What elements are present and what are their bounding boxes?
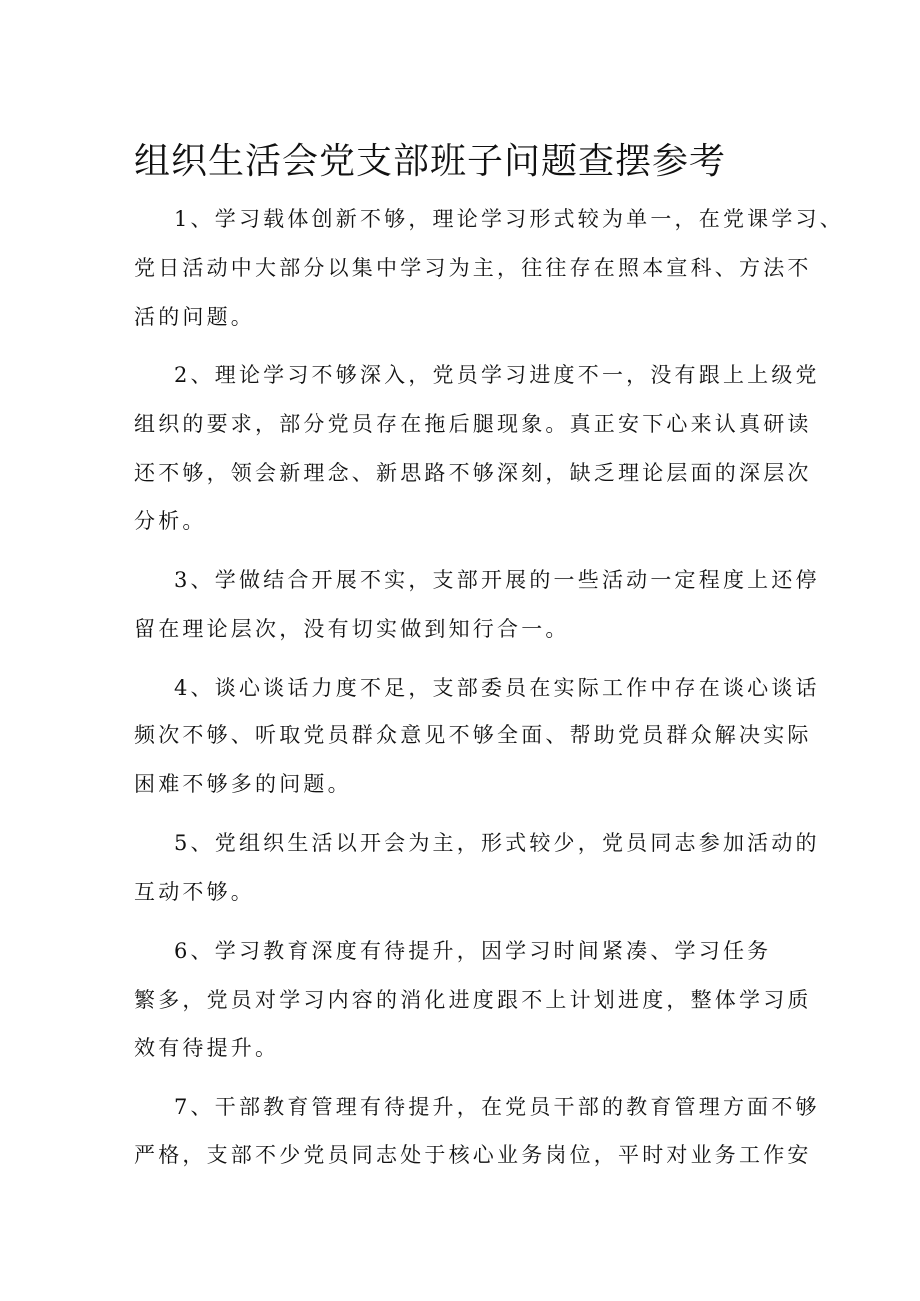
- paragraph-3-line-2: 留在理论层次，没有切实做到知行合一。: [134, 617, 570, 641]
- paragraph-5-line-1: 5、党组织生活以开会为主，形式较少，党员同志参加活动的: [174, 831, 820, 855]
- paragraph-7-line-2: 严格，支部不少党员同志处于核心业务岗位，平时对业务工作安: [134, 1143, 812, 1167]
- paragraph-6-line-2: 繁多，党员对学习内容的消化进度跟不上计划进度，整体学习质: [134, 988, 812, 1012]
- paragraph-4-line-1: 4、谈心谈话力度不足，支部委员在实际工作中存在谈心谈话: [174, 676, 820, 700]
- paragraph-1-line-1: 1、学习载体创新不够，理论学习形式较为单一，在党课学习、: [174, 207, 844, 231]
- paragraph-4-line-2: 频次不够、听取党员群众意见不够全面、帮助党员群众解决实际: [134, 723, 812, 747]
- paragraph-3-line-1: 3、学做结合开展不实，支部开展的一些活动一定程度上还停: [174, 568, 820, 592]
- document-title: 组织生活会党支部班子问题查摆参考: [134, 141, 727, 182]
- paragraph-2-line-3: 还不够，领会新理念、新思路不够深刻，缺乏理论层面的深层次: [134, 461, 812, 485]
- paragraph-6-line-1: 6、学习教育深度有待提升，因学习时间紧凑、学习任务: [174, 939, 772, 963]
- paragraph-5-line-2: 互动不够。: [134, 880, 255, 904]
- paragraph-1-line-2: 党日活动中大部分以集中学习为主，往往存在照本宣科、方法不: [134, 256, 812, 280]
- paragraph-6-line-3: 效有待提升。: [134, 1036, 280, 1060]
- paragraph-2-line-4: 分析。: [134, 509, 207, 533]
- paragraph-2-line-1: 2、理论学习不够深入，党员学习进度不一，没有跟上上级党: [174, 363, 820, 387]
- paragraph-4-line-3: 困难不够多的问题。: [134, 772, 352, 796]
- paragraph-7-line-1: 7、干部教育管理有待提升，在党员干部的教育管理方面不够: [174, 1095, 820, 1119]
- paragraph-2-line-2: 组织的要求，部分党员存在拖后腿现象。真正安下心来认真研读: [134, 412, 812, 436]
- paragraph-1-line-3: 活的问题。: [134, 305, 255, 329]
